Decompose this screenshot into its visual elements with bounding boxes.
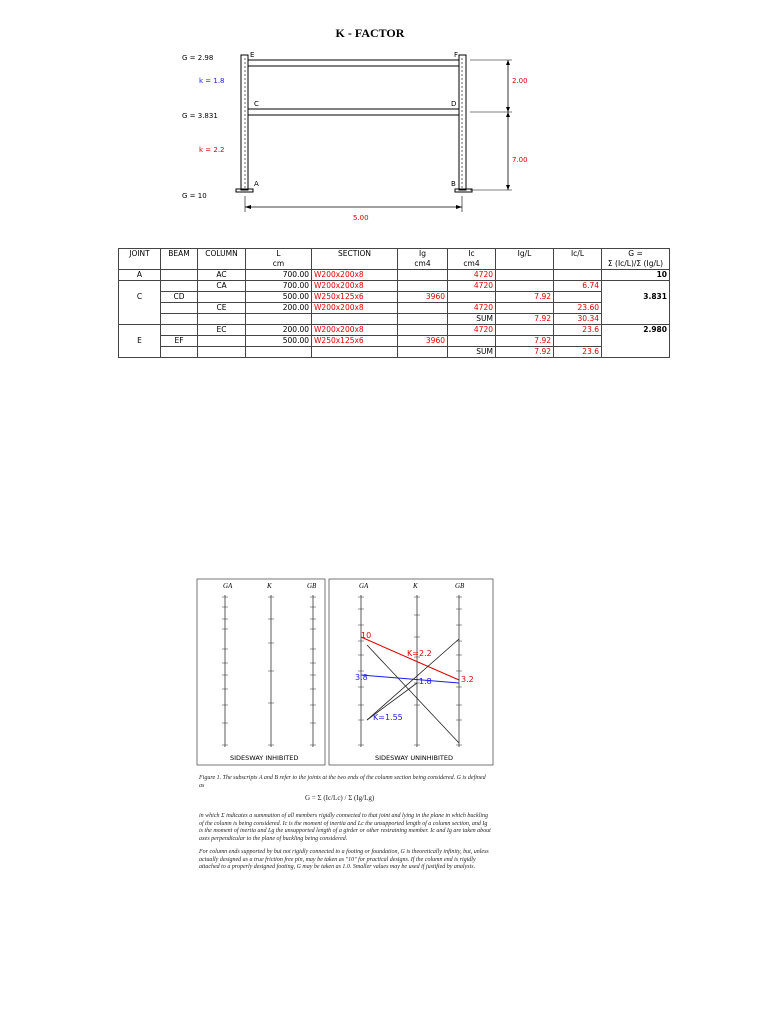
g-label-top: G = 2.98 — [182, 54, 214, 62]
sidesway-inhibited-title: SIDESWAY INHIBITED — [230, 754, 299, 762]
height-top-label: 2.00 — [512, 77, 528, 85]
annot-k18: 1.8 — [419, 677, 432, 686]
header-column: COLUMN — [198, 249, 246, 260]
g-label-bottom: G = 10 — [182, 192, 207, 200]
joint-f-label: F — [454, 51, 459, 59]
table-header-units-row — [119, 259, 670, 270]
annot-38: 3.8 — [355, 673, 368, 682]
header-ic-unit: cm4 — [448, 259, 496, 270]
alignment-chart-figure — [195, 575, 495, 890]
table-row: CA 700.00 W200x200x8 4720 6.74 — [119, 281, 670, 292]
alignment-chart-nomograph — [195, 575, 495, 775]
figure-caption: Figure 1. The subscripts A and B refer to the joints at the two ends of the column section being considered. G is defined as — [199, 775, 486, 789]
table-row: EC 200.00 W200x200x8 4720 23.6 2.980 — [119, 325, 670, 336]
table-row: SUM 7.92 30.34 — [119, 314, 670, 325]
header-length-unit: cm — [246, 259, 312, 270]
header-ig-l: Ig/L — [496, 249, 554, 260]
joint-d-label: D — [451, 100, 457, 108]
header-ig-unit: cm4 — [398, 259, 448, 270]
k-label-bottom: k = 2.2 — [199, 146, 225, 154]
table-row: C CD 500.00 W250x125x6 3960 7.92 3.831 — [119, 292, 670, 303]
annot-k155: K=1.55 — [373, 713, 403, 722]
g-label-mid: G = 3.831 — [182, 112, 218, 120]
header-section: SECTION — [312, 249, 398, 260]
page-title: K - FACTOR — [335, 26, 405, 40]
header-ic: Ic — [448, 249, 496, 260]
k-label-top: k = 1.8 — [199, 77, 225, 85]
table-row: CE 200.00 W200x200x8 4720 23.60 — [119, 303, 670, 314]
caption-footing-note: For column ends supported by but not rigidly connected to a footing or foundation, G is theoretically infinity, but, unless actually designed as a true friction free pin, may be taken as "10" for practical designs. If the column end is rigidly attached to a properly designed footing, G may be taken as 1.0. Smaller values may be used if justified by analysis. — [199, 849, 489, 870]
ga-head-left: GA — [223, 582, 233, 590]
annot-k22: K=2.2 — [407, 649, 432, 658]
table-row: A AC 700.00 W200x200x8 4720 10 — [119, 270, 670, 281]
g-formula: G = Σ (Ic/Lc) / Σ (Ig/Lg) — [305, 794, 375, 802]
annot-10: 10 — [361, 631, 372, 640]
k-head-left: K — [267, 582, 272, 590]
header-ig: Ig — [398, 249, 448, 260]
annot-32: 3.2 — [461, 675, 474, 684]
joint-a-label: A — [254, 180, 259, 188]
height-bottom-label: 7.00 — [512, 156, 528, 164]
table-header-row — [119, 249, 670, 260]
sidesway-uninhibited-title: SIDESWAY UNINHIBITED — [375, 754, 453, 762]
frame-diagram — [0, 0, 768, 240]
k-head-right: K — [413, 582, 418, 590]
ga-head-right: GA — [359, 582, 369, 590]
table-row: E EF 500.00 W250x125x6 3960 7.92 — [119, 336, 670, 347]
header-length: L — [246, 249, 312, 260]
span-label: 5.00 — [353, 214, 369, 222]
gb-head-left: GB — [307, 582, 317, 590]
caption-definition: in which Σ indicates a summation of all members rigidly connected to that joint and lying in the plane in which buckling of the column is being considered. Ic is the moment of inertia and Lc the unsupported length of a column section, and Ig is the moment of inertia and Lg the unsupported length of a girder or other restraining member. Ic and Ig are taken about axes perpendicular to the plane of buckling being considered. — [199, 813, 491, 842]
joint-e-label: E — [250, 51, 255, 59]
joint-b-label: B — [451, 180, 456, 188]
k-factor-table — [118, 248, 670, 358]
table-row: SUM 7.92 23.6 — [119, 347, 670, 358]
header-ic-l: Ic/L — [554, 249, 602, 260]
gb-head-right: GB — [455, 582, 465, 590]
joint-c-label: C — [254, 100, 259, 108]
header-beam: BEAM — [161, 249, 198, 260]
header-joint: JOINT — [119, 249, 161, 260]
header-g: G = — [602, 249, 670, 260]
header-g-formula: Σ (Ic/L)/Σ (Ig/L) — [602, 259, 670, 270]
